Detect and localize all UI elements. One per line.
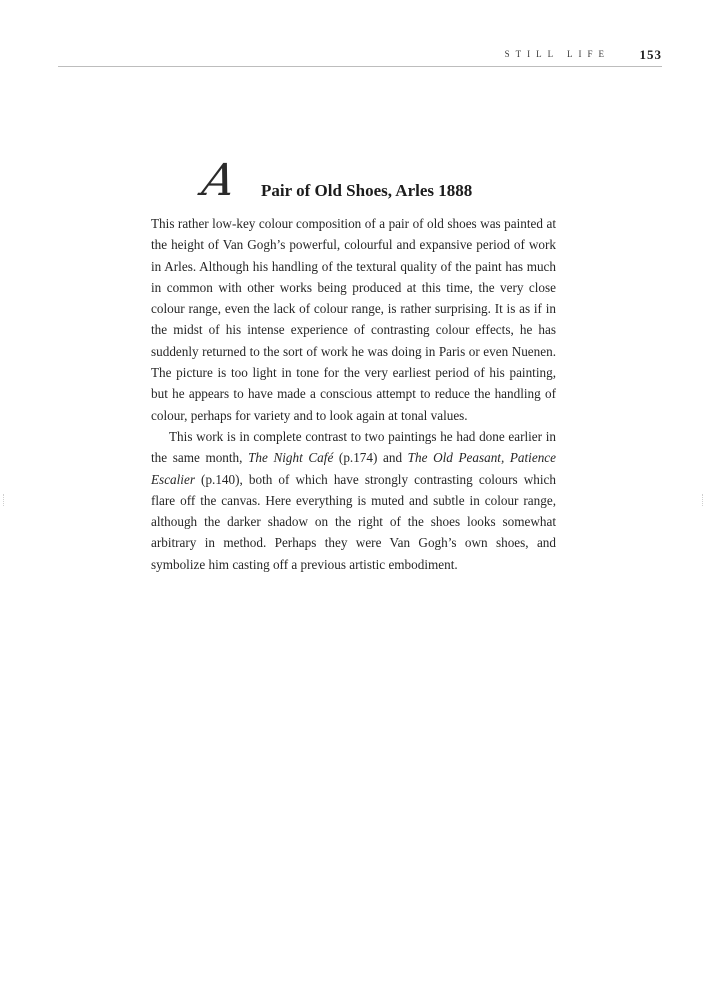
right-edge-mark	[702, 494, 704, 506]
left-edge-mark	[3, 494, 5, 506]
paragraph-2-part-2: (p.140), both of which have strongly contrasting colours which flare off the canvas. Here everything is muted and subtle in colour range, although the darker shadow on the right of the shoes looks somewhat arbitrary in method. Perhaps they were Van Gogh’s own shoes, and symbolize him casting off a previous artistic embodiment.	[151, 471, 556, 572]
page-number: 153	[639, 47, 662, 62]
paragraph-2	[151, 426, 556, 575]
title-text: Pair of Old Shoes, Arles 1888	[261, 181, 473, 200]
reference-night-cafe: The Night Café	[248, 450, 334, 466]
reference-old-peasant: The Old Peasant, Patience Escalier	[151, 450, 557, 487]
article	[151, 155, 557, 575]
section-label: STILL LIFE	[504, 49, 610, 59]
paragraph-1: This rather low-key colour composition of a pair of old shoes was painted at the height of Van Gogh’s powerful, colourful and expansive period of work in Arles. Although his handling of the textural quality of the paint has much in common with other works being produced at this time, the very close colour range, even the lack of colour range, is rather surprising. It is as if in the midst of his intense experience of contrasting colour effects, he has suddenly returned to the sort of work he was doing in Paris or even Nuenen. The picture is too light in tone for the very earliest period of his painting, but he appears to have made a conscious attempt to reduce the handling of colour, perhaps for variety and to look again at tonal values.	[151, 216, 556, 423]
paragraph-2-part-1: This work is in complete contrast to two paintings he had done earlier in the same month,	[151, 428, 556, 466]
running-header	[58, 46, 662, 67]
article-title	[151, 155, 556, 206]
title-initial: A	[198, 155, 240, 206]
paragraph-2-ref-page: (p.174) and	[333, 450, 408, 466]
